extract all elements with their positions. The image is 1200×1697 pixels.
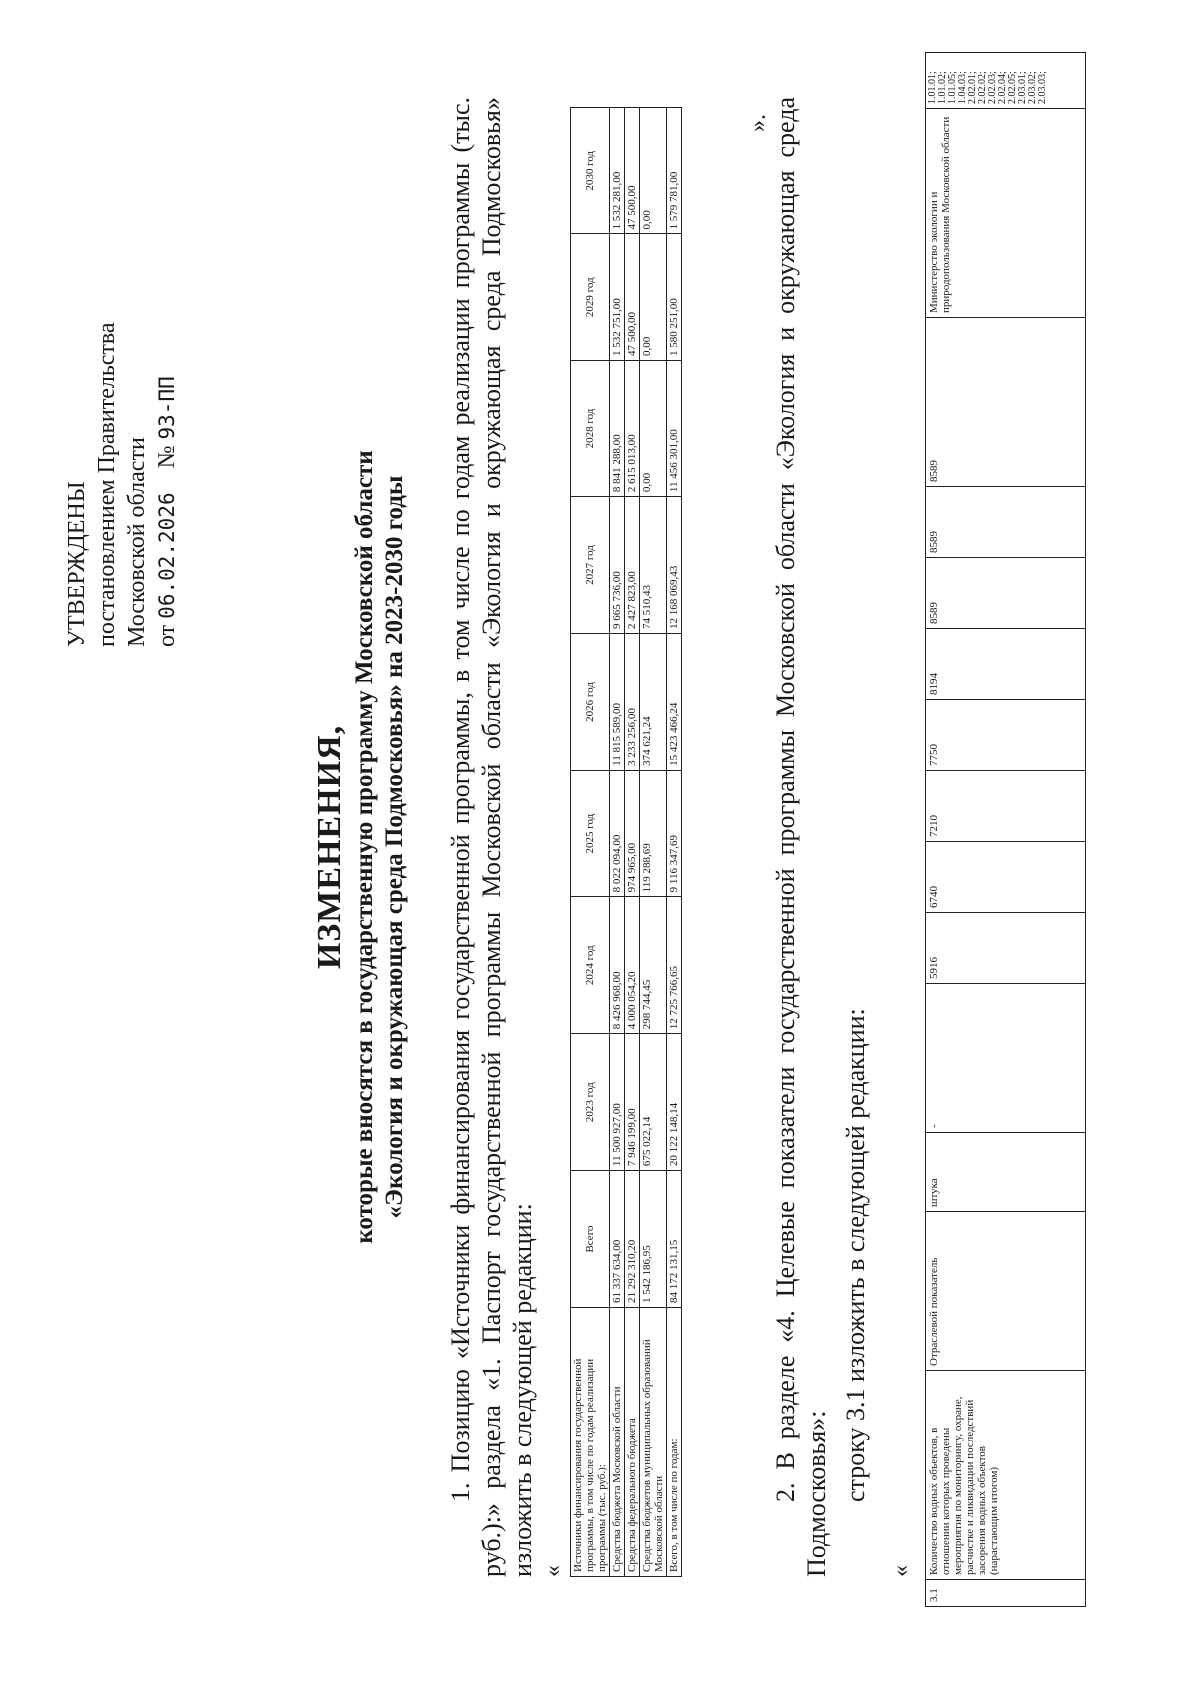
cell-2030: 1 532 281,00 <box>610 108 625 235</box>
cell-2030: 47 500,00 <box>625 108 640 235</box>
indicator-value-8: 8589 <box>926 318 1086 487</box>
indicator-row <box>926 53 1086 1607</box>
cell-2026: 15 423 466,24 <box>667 633 682 770</box>
row-label: Средства бюджета Московской области <box>610 1308 625 1577</box>
cell-2028: 8 841 288,00 <box>610 360 625 496</box>
approval-stamp <box>62 322 182 647</box>
cell-2023: 20 122 148,14 <box>667 1034 682 1171</box>
section-1-open-quote: « <box>540 1565 566 1577</box>
finance-header-row <box>571 108 610 1577</box>
finance-header-2027: 2027 год <box>571 497 610 634</box>
cell-2025: 8 022 094,00 <box>610 770 625 896</box>
cell-2027: 74 510,43 <box>640 497 667 634</box>
cell-2030: 0,00 <box>640 108 667 235</box>
finance-header-2030: 2030 год <box>571 108 610 235</box>
indicator-codes <box>926 53 1086 109</box>
finance-close-quote: ». <box>745 114 771 132</box>
cell-2026: 11 815 589,00 <box>610 633 625 770</box>
cell-2027: 2 427 823,00 <box>625 497 640 634</box>
finance-header-2025: 2025 год <box>571 770 610 896</box>
code-item: 2.02.04; <box>997 71 1008 104</box>
cell-2023: 11 500 927,00 <box>610 1034 625 1171</box>
indicator-value-6: 8589 <box>926 558 1086 629</box>
indicator-base: - <box>926 984 1086 1133</box>
indicator-name: Количество водных объектов, в отношении которых проведены мероприятия по мониторингу, охране, расчистке и ликвидации последствий засорения водных объектов (нарастающим итогом) <box>926 1371 1086 1580</box>
cell-2028: 0,00 <box>640 360 667 496</box>
cell-2029: 47 500,00 <box>625 234 640 360</box>
indicator-table <box>925 52 1086 1607</box>
cell-2027: 9 665 736,00 <box>610 497 625 634</box>
cell-2024: 298 744,45 <box>640 897 667 1034</box>
indicator-value-3: 7210 <box>926 771 1086 842</box>
finance-header-2024: 2024 год <box>571 897 610 1034</box>
indicator-type: Отраслевой показатель <box>926 1212 1086 1371</box>
code-item: 2.03.03; <box>1037 71 1048 104</box>
code-item: 1.01.01; <box>927 71 938 104</box>
table-row <box>610 108 625 1577</box>
approval-date-line <box>152 322 182 647</box>
title-main: ИЗМЕНЕНИЯ, <box>311 724 348 970</box>
cell-total: 84 172 131,15 <box>667 1171 682 1308</box>
cell-2030: 1 579 781,00 <box>667 108 682 235</box>
finance-table <box>570 107 682 1577</box>
document-title <box>310 227 410 1467</box>
cell-2029: 1 532 751,00 <box>610 234 625 360</box>
finance-header-total: Всего <box>571 1171 610 1308</box>
indicator-responsible: Министерство экологии и природопользования Московской области <box>926 109 1086 318</box>
cell-2025: 974 965,00 <box>625 770 640 896</box>
table-row <box>625 108 640 1577</box>
indicator-value-7: 8589 <box>926 487 1086 558</box>
cell-2026: 3 233 256,00 <box>625 633 640 770</box>
row-label: Всего, в том числе по годам: <box>667 1308 682 1577</box>
code-item: 1.04.03; <box>957 71 968 104</box>
finance-header-2023: 2023 год <box>571 1034 610 1171</box>
code-item: 2.02.01; <box>967 71 978 104</box>
indicator-value-5: 8194 <box>926 629 1086 700</box>
finance-header-2026: 2026 год <box>571 633 610 770</box>
cell-2023: 675 022,14 <box>640 1034 667 1171</box>
cell-2024: 12 725 766,65 <box>667 897 682 1034</box>
code-item: 2.03.01; <box>1017 71 1028 104</box>
section-2-open-quote: « <box>888 1565 914 1577</box>
section-2-paragraph <box>770 97 832 1577</box>
approval-line-1: УТВЕРЖДЕНЫ <box>64 481 90 647</box>
indicator-value-1: 5916 <box>926 913 1086 984</box>
indicator-unit: штука <box>926 1133 1086 1212</box>
code-item: 1.01.02; <box>937 71 948 104</box>
cell-2028: 2 615 013,00 <box>625 360 640 496</box>
indicator-value-2: 6740 <box>926 842 1086 913</box>
cell-2027: 12 168 069,43 <box>667 497 682 634</box>
row-label: Средства федерального бюджета <box>625 1308 640 1577</box>
cell-2029: 0,00 <box>640 234 667 360</box>
cell-total: 21 292 310,20 <box>625 1171 640 1308</box>
approval-line-3: Московской области <box>124 437 150 647</box>
section-2-text: 2. В разделе «4. Целевые показатели государственной программы Московской области «Экология и окружающая среда Подмосковья»: <box>771 97 831 1577</box>
cell-total: 61 337 634,00 <box>610 1171 625 1308</box>
section-2-subtext: строку 3.1 изложить в следующей редакции: <box>841 1008 870 1502</box>
cell-2025: 119 288,69 <box>640 770 667 896</box>
table-row-total <box>667 108 682 1577</box>
section-1-text: 1. Позицию «Источники финансирования государственной программы, в том числе по годам реализации программы (тыс. руб.):» раздела «1. Паспорт государственной программы Московской области «Экология и окружающая среда Подмосковья» изложить в следующей редакции: <box>446 97 537 1577</box>
cell-2023: 7 946 199,00 <box>625 1034 640 1171</box>
table-row <box>640 108 667 1577</box>
code-item: 2.02.05; <box>1007 71 1018 104</box>
number-sign: № <box>154 445 180 469</box>
title-line-3: «Экология и окружающая среда Подмосковья» на 2023-2030 годы <box>381 475 408 1219</box>
cell-2028: 11 456 301,00 <box>667 360 682 496</box>
approval-number: 93-ПП <box>155 376 179 440</box>
finance-header-2029: 2029 год <box>571 234 610 360</box>
date-prefix: от <box>154 624 180 647</box>
finance-header-2028: 2028 год <box>571 360 610 496</box>
approval-line-2: постановлением Правительства <box>94 322 120 647</box>
title-line-2: которые вносятся в государственную программу Московской области <box>351 450 378 1244</box>
cell-2029: 1 580 251,00 <box>667 234 682 360</box>
code-item: 1.01.05; <box>947 71 958 104</box>
section-2-subparagraph <box>840 97 871 1577</box>
indicator-number: 3.1 <box>926 1580 1086 1607</box>
cell-2026: 374 621,24 <box>640 633 667 770</box>
cell-2024: 8 426 968,00 <box>610 897 625 1034</box>
code-item: 2.02.02; <box>977 71 988 104</box>
cell-2024: 4 000 054,20 <box>625 897 640 1034</box>
code-item: 2.03.02; <box>1027 71 1038 104</box>
section-1-paragraph <box>445 97 538 1577</box>
approval-date: 06.02.2026 <box>155 492 179 619</box>
cell-total: 1 542 186,95 <box>640 1171 667 1308</box>
row-label: Средства бюджетов муниципальных образований Московской области <box>640 1308 667 1577</box>
finance-header-source: Источники финансирования государственной программы, в том числе по годам реализации программы (тыс. руб.): <box>571 1308 610 1577</box>
indicator-value-4: 7750 <box>926 700 1086 771</box>
code-item: 2.02.03; <box>987 71 998 104</box>
cell-2025: 9 116 347,69 <box>667 770 682 896</box>
